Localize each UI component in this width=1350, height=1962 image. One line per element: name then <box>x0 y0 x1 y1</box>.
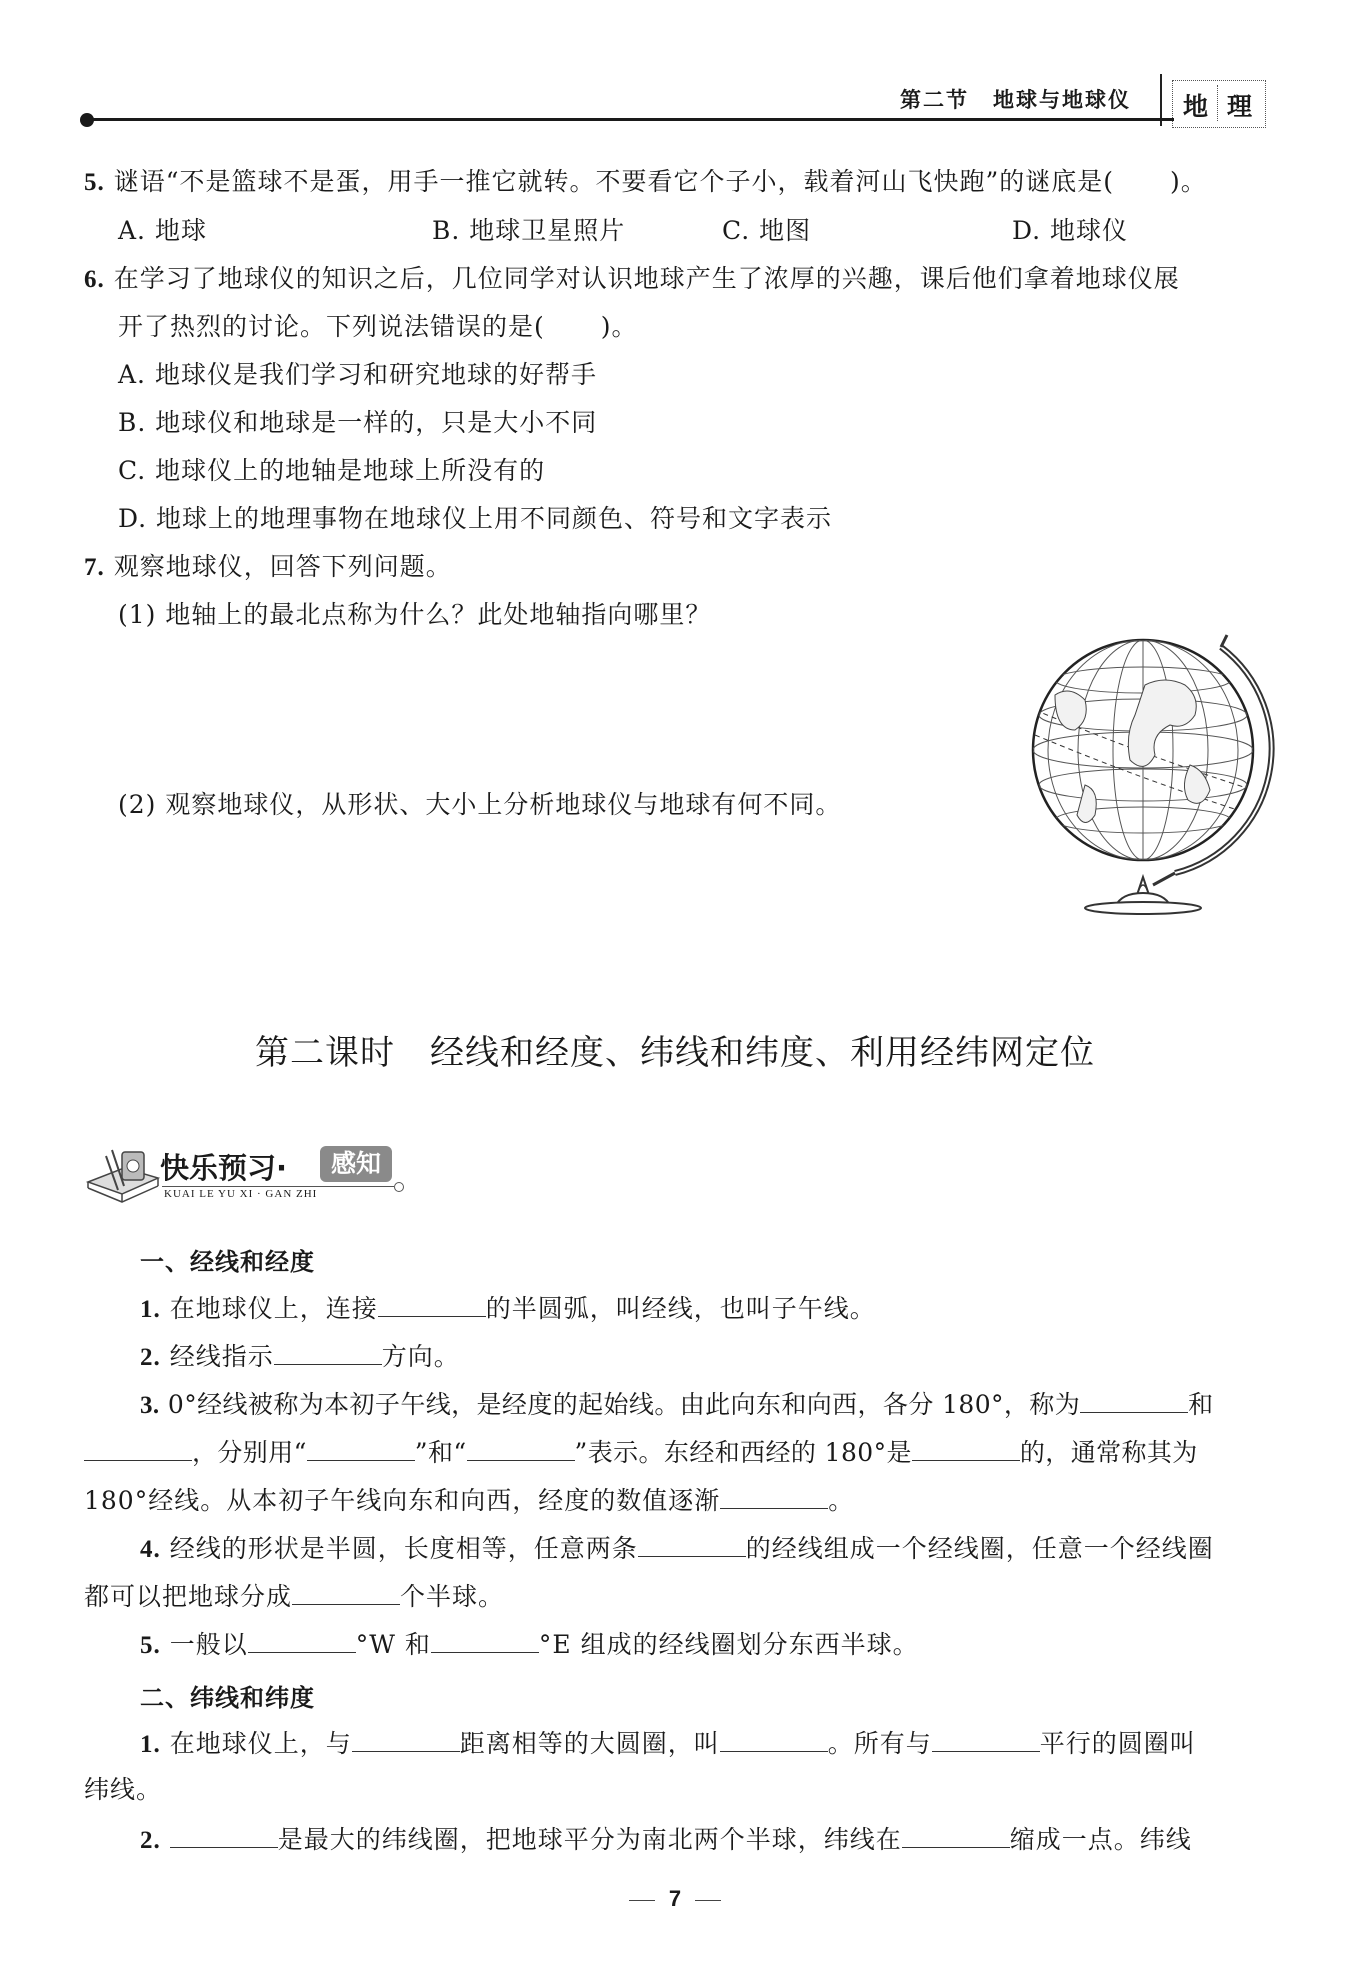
blank[interactable] <box>720 1482 828 1509</box>
s1-item4-line2: 都可以把地球分成 个半球。 <box>84 1578 504 1614</box>
blank[interactable] <box>431 1626 539 1653</box>
blank[interactable] <box>352 1725 460 1752</box>
blank[interactable] <box>307 1434 415 1461</box>
s1-item5: 5. 一般以 °W 和 °E 组成的经线圈划分东西半球。 <box>140 1626 919 1663</box>
q7-sub2: (2) 观察地球仪，从形状、大小上分析地球仪与地球有何不同。 <box>118 790 842 819</box>
q5-option-c: C. 地图 <box>722 216 812 245</box>
preview-banner <box>84 1140 404 1210</box>
q6-option-d: D. 地球上的地理事物在地球仪上用不同颜色、符号和文字表示 <box>118 504 833 533</box>
blank[interactable] <box>638 1530 746 1557</box>
q5-option-b: B. 地球卫星照片 <box>432 216 626 245</box>
s1-item3-line2: ，分别用“ ”和“ ”表示。东经和西经的 180°是 的，通常称其为 <box>84 1434 1198 1470</box>
s1-item3-line3: 180°经线。从本初子午线向东和向西，经度的数值逐渐 。 <box>84 1482 854 1518</box>
blank[interactable] <box>378 1290 486 1317</box>
q6-option-b: B. 地球仪和地球是一样的，只是大小不同 <box>118 408 598 437</box>
subject-char-2: 理 <box>1227 92 1253 121</box>
header-rule-dot <box>80 113 94 127</box>
page-number-row <box>0 1886 1350 1912</box>
blank[interactable] <box>292 1578 400 1605</box>
books-icon <box>84 1146 162 1208</box>
q5-option-d: D. 地球仪 <box>1012 216 1129 245</box>
blank[interactable] <box>248 1626 356 1653</box>
s1-item4-line1: 4. 经线的形状是半圆，长度相等，任意两条 的经线组成一个经线圈，任意一个经线圈 <box>140 1530 1214 1567</box>
blank[interactable] <box>467 1434 575 1461</box>
preview-title: 快乐预习 <box>160 1151 277 1185</box>
blank[interactable] <box>720 1725 828 1752</box>
s2-item1-line2: 纬线。 <box>84 1775 163 1804</box>
q5-stem: 5. 谜语“不是篮球不是蛋，用手一推它就转。不要看它个子小，载着河山飞快跑”的谜底是( )。 <box>84 167 1207 196</box>
preview-pinyin: KUAI LE YU XI · GAN ZHI <box>164 1188 318 1200</box>
subject-char-1: 地 <box>1183 92 1209 121</box>
q7-stem: 7. 观察地球仪，回答下列问题。 <box>84 552 452 581</box>
blank[interactable] <box>912 1434 1020 1461</box>
s2-item1-line1: 1. 在地球仪上，与 距离相等的大圆圈，叫 。所有与 平行的圆圈叫 <box>140 1725 1196 1762</box>
q5-option-a: A. 地球 <box>118 216 207 245</box>
q6-stem-line2: 开了热烈的讨论。下列说法错误的是( )。 <box>118 312 638 341</box>
s1-item1: 1. 在地球仪上，连接 的半圆弧，叫经线，也叫子午线。 <box>140 1290 876 1327</box>
blank[interactable] <box>1080 1386 1188 1413</box>
header-topic: 地球与地球仪 <box>993 87 1131 112</box>
q7-sub1: (1) 地轴上的最北点称为什么？此处地轴指向哪里？ <box>118 600 712 629</box>
q6-option-c: C. 地球仪上的地轴是地球上所没有的 <box>118 456 546 485</box>
lesson-title: 第二课时 经线和经度、纬线和纬度、利用经纬网定位 <box>255 1033 1095 1073</box>
blank[interactable] <box>274 1338 382 1365</box>
s1-item2: 2. 经线指示 方向。 <box>140 1338 460 1375</box>
preview-tag: 感知 <box>320 1146 392 1182</box>
blank[interactable] <box>932 1725 1040 1752</box>
blank[interactable] <box>902 1821 1010 1848</box>
blank[interactable] <box>84 1434 192 1461</box>
header-rule <box>84 118 1174 121</box>
globe-illustration <box>1025 615 1275 915</box>
s2-item2: 2. 是最大的纬线圈，把地球平分为南北两个半球，纬线在 缩成一点。纬线 <box>140 1821 1192 1858</box>
section2-title: 二、纬线和纬度 <box>140 1684 315 1712</box>
q6-option-a: A. 地球仪是我们学习和研究地球的好帮手 <box>118 360 597 389</box>
preview-dot: · <box>276 1151 288 1185</box>
page-number: 7 <box>668 1886 682 1911</box>
subject-box <box>1172 80 1266 128</box>
header-section: 第二节 <box>900 87 969 112</box>
q6-stem-line1: 6. 在学习了地球仪的知识之后，几位同学对认识地球产生了浓厚的兴趣，课后他们拿着地球仪展 <box>84 264 1180 293</box>
blank[interactable] <box>170 1821 278 1848</box>
section1-title: 一、经线和经度 <box>140 1248 315 1276</box>
s1-item3-line1: 3. 0°经线被称为本初子午线，是经度的起始线。由此向东和向西，各分 180°，称为 和 <box>140 1386 1214 1423</box>
